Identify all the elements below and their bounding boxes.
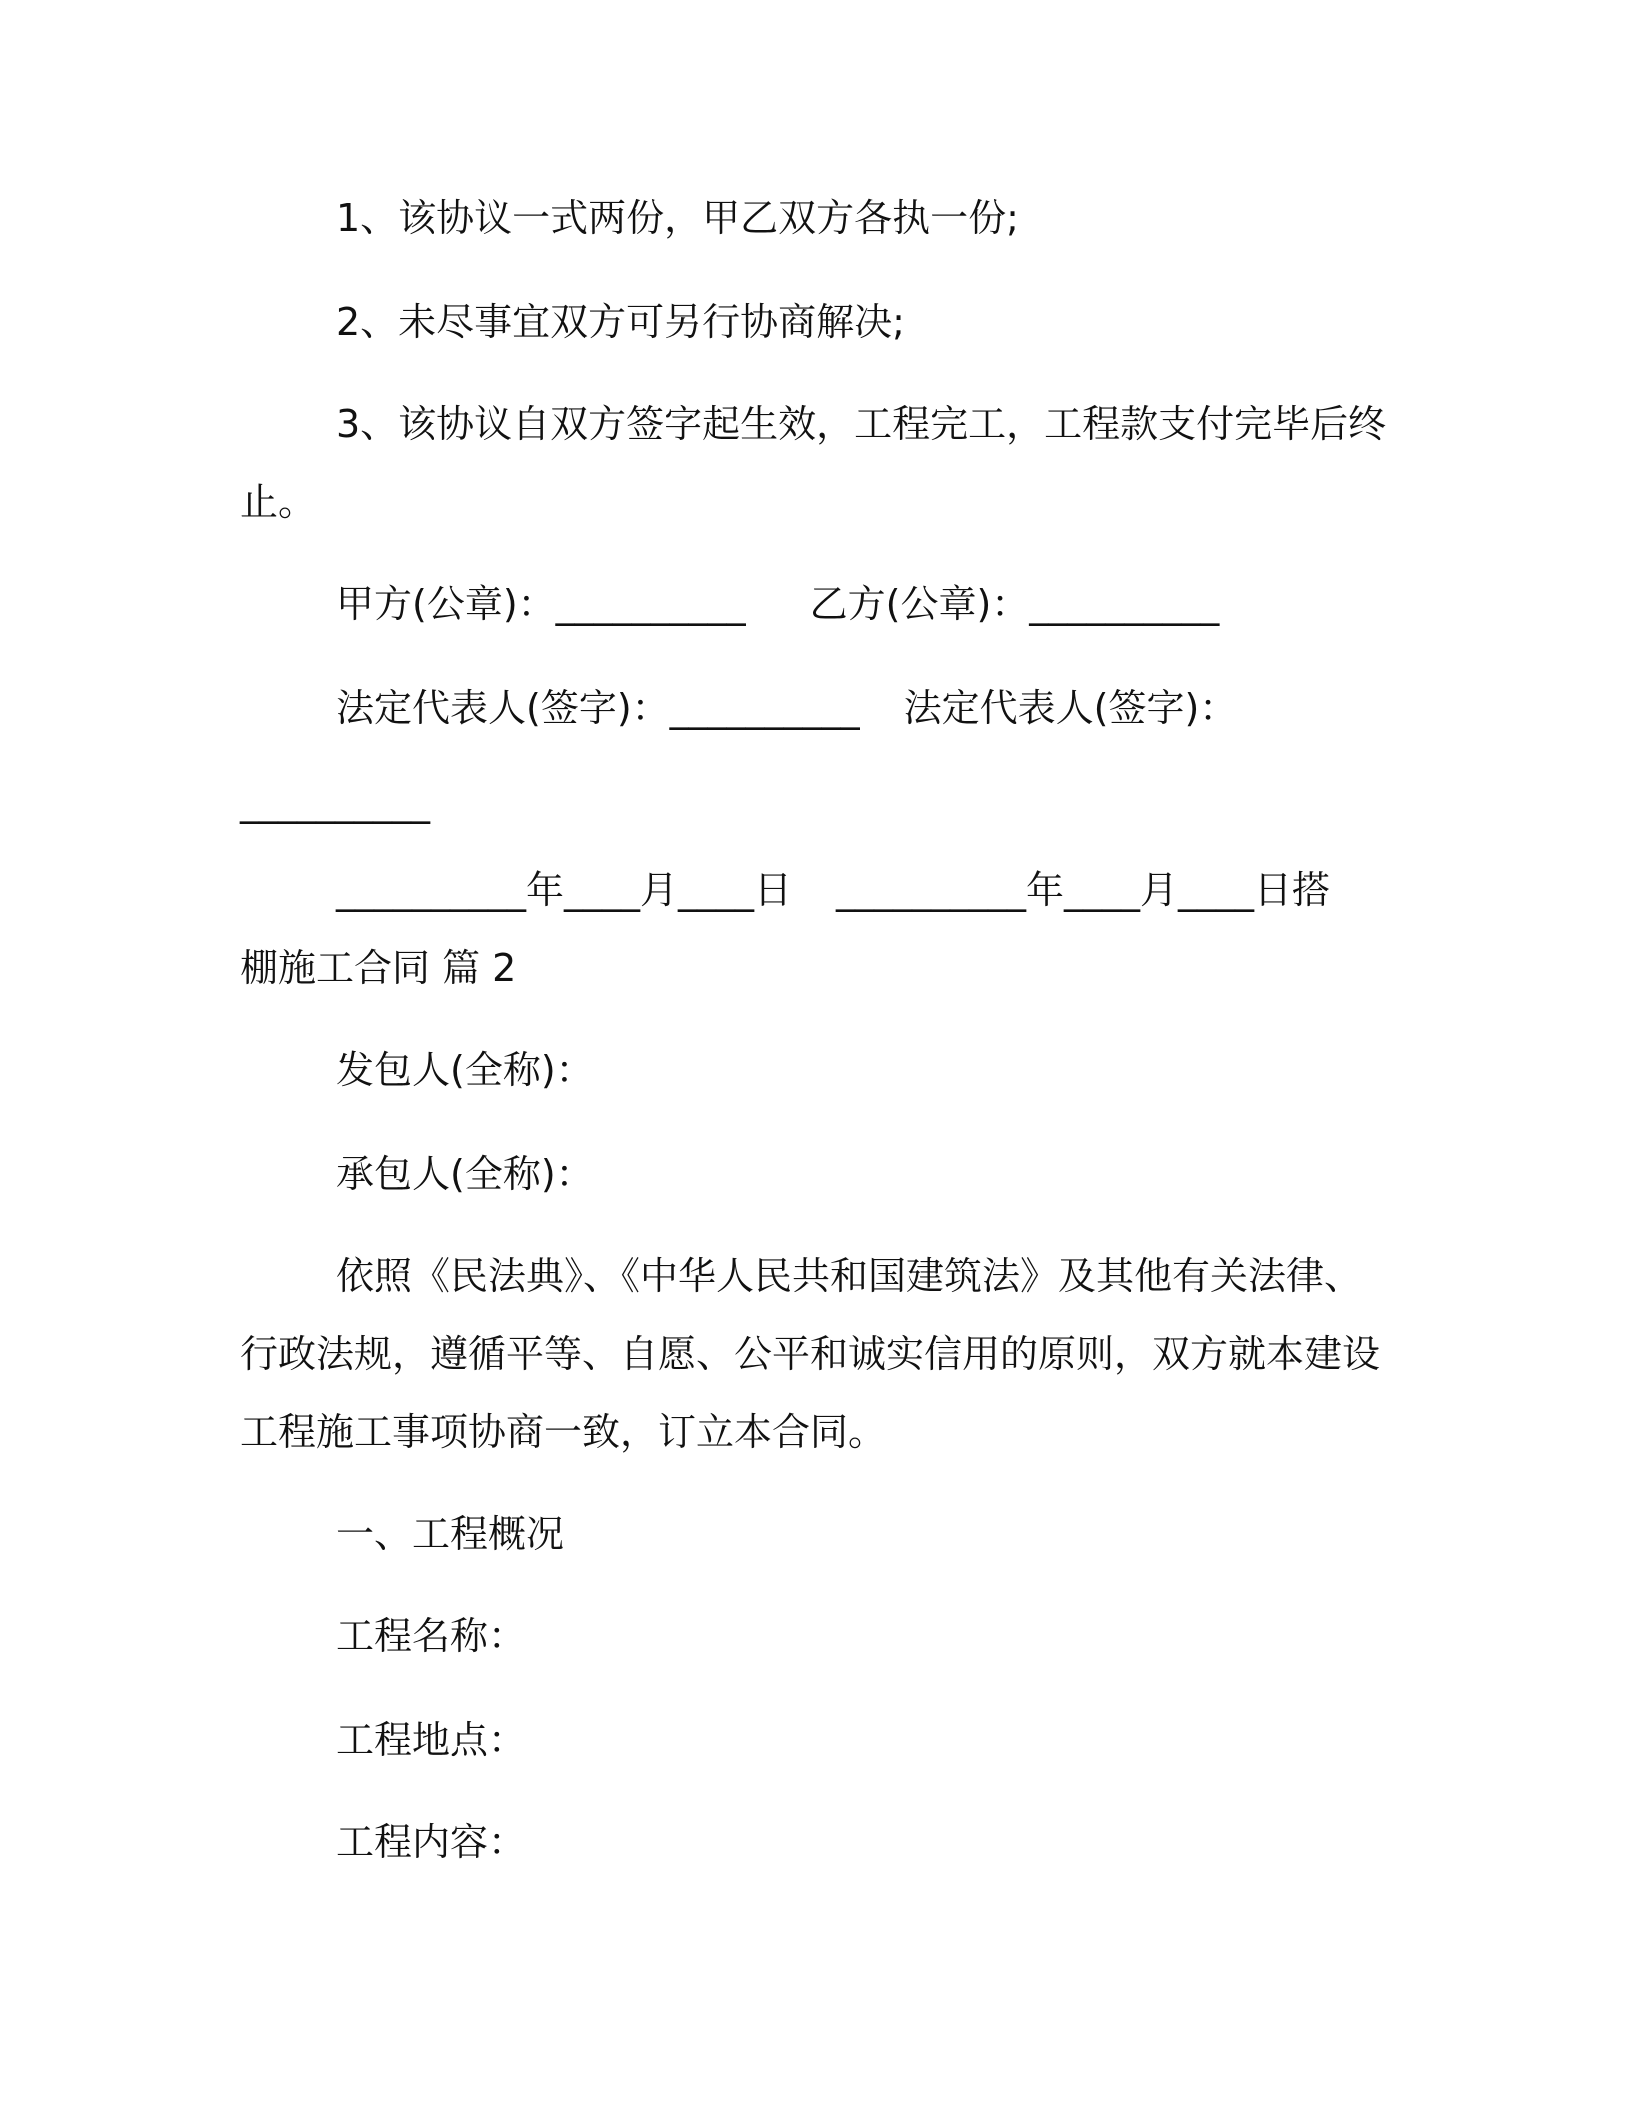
party-b-representative-blank: __________: [240, 780, 430, 824]
preamble-text-2: 行政法规，遵循平等、自愿、公平和诚实信用的原则，双方就本建设: [240, 1332, 1381, 1376]
party-a-date: __________年____月____日: [336, 868, 793, 912]
clause-1-text: 1、该协议一式两份，甲乙双方各执一份;: [336, 196, 1019, 240]
clause-3-continued: [240, 478, 316, 526]
clause-3-text: 3、该协议自双方签字起生效，工程完工，工程款支付完毕后终: [336, 402, 1387, 446]
preamble-line-3: [240, 1408, 886, 1456]
contractor-label: 承包人(全称)：: [336, 1152, 594, 1196]
section-title-text: 棚施工合同 篇 2: [240, 946, 517, 990]
party-b-representative: 法定代表人(签字)：: [903, 686, 1238, 730]
project-location-label: 工程地点：: [336, 1718, 527, 1762]
heading-project-overview: [240, 1510, 564, 1558]
employer-line: [240, 1046, 594, 1094]
seal-row: [240, 580, 1219, 628]
preamble-line-2: [240, 1330, 1380, 1378]
project-name-label: 工程名称：: [336, 1614, 527, 1658]
preamble-text-1: 依照《民法典》、《中华人民共和国建筑法》及其他有关法律、: [336, 1254, 1363, 1298]
representative-row: [240, 684, 1237, 732]
project-name-line: [240, 1612, 526, 1660]
party-a-representative: 法定代表人(签字)：__________: [336, 686, 860, 730]
clause-1: [240, 194, 1019, 242]
clause-3-text-end: 止。: [240, 480, 317, 524]
contractor-line: [240, 1150, 594, 1198]
party-b-seal: 乙方(公章)：__________: [809, 582, 1220, 626]
project-location-line: [240, 1716, 526, 1764]
party-b-date: __________年____月____日搭: [836, 868, 1331, 912]
clause-2: [240, 298, 905, 346]
preamble-line-1: [240, 1252, 1362, 1300]
project-content-line: [240, 1818, 526, 1866]
clause-3: [240, 400, 1386, 448]
party-a-seal: 甲方(公章)：__________: [336, 582, 746, 626]
heading-project-overview-text: 一、工程概况: [336, 1512, 565, 1556]
employer-label: 发包人(全称)：: [336, 1048, 594, 1092]
date-row: [240, 866, 1330, 914]
project-content-label: 工程内容：: [336, 1820, 527, 1864]
section-title: [240, 944, 516, 992]
representative-blank: [240, 778, 430, 826]
preamble-text-3: 工程施工事项协商一致，订立本合同。: [240, 1410, 887, 1454]
clause-2-text: 2、未尽事宜双方可另行协商解决;: [336, 300, 905, 344]
